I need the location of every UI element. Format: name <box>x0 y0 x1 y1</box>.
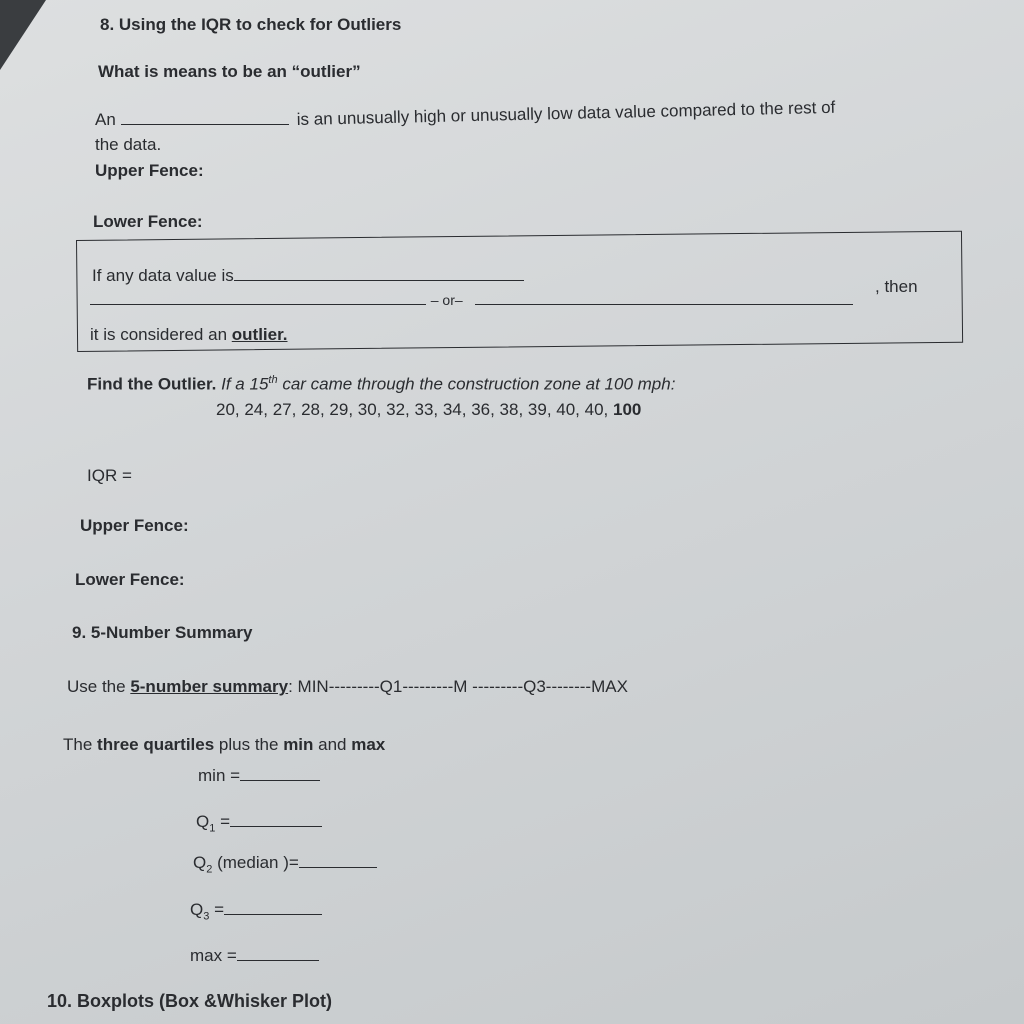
find-outlier-prompt-b: car came through the construction zone at 100 mph: <box>277 374 676 394</box>
box-conclusion-line <box>90 325 288 345</box>
quartiles-d: min <box>283 735 314 754</box>
q2-blank[interactable] <box>299 866 377 868</box>
q1-row <box>196 812 322 834</box>
quartiles-e: and <box>313 735 352 754</box>
quartiles-b: three quartiles <box>97 735 215 754</box>
five-number-link: 5-number summary <box>130 677 289 696</box>
find-outlier-prompt-sup: th <box>268 374 278 386</box>
box-outlier-word: outlier. <box>231 325 288 344</box>
box-conclusion-text: it is considered an <box>90 325 228 344</box>
min-row <box>198 766 320 786</box>
q3-row <box>190 900 322 922</box>
definition-line <box>95 97 836 130</box>
q3-letter: Q <box>190 900 204 919</box>
q2-row <box>193 853 377 875</box>
five-number-use: Use the <box>67 677 131 696</box>
q1-blank[interactable] <box>230 825 322 827</box>
min-blank[interactable] <box>240 779 320 781</box>
data-set-line <box>216 400 641 420</box>
definition-blank[interactable] <box>121 123 289 125</box>
max-row <box>190 946 319 966</box>
quartiles-c: plus the <box>214 735 284 754</box>
five-number-line <box>67 677 628 697</box>
box-upper-blank[interactable] <box>475 303 853 305</box>
box-if-line <box>92 266 524 286</box>
upper-fence-label: Upper Fence: <box>95 161 204 180</box>
find-outlier-line <box>87 374 675 395</box>
data-set-values: 20, 24, 27, 28, 29, 30, 32, 33, 34, 36, 38, 39, 40, 40, <box>216 400 613 419</box>
max-blank[interactable] <box>237 959 319 961</box>
q3-sub: 3 <box>203 910 210 923</box>
outlier-question-text: What is means to be an “outlier” <box>98 62 361 81</box>
box-or-line <box>90 290 853 310</box>
max-label: max = <box>190 946 237 965</box>
background-corner <box>0 0 46 70</box>
quartiles-line <box>63 735 385 755</box>
five-number-rest: : MIN---------Q1---------M ---------Q3--------MAX <box>288 677 628 696</box>
upper-fence-label-2: Upper Fence: <box>80 516 189 535</box>
box-if-blank[interactable] <box>234 279 524 281</box>
lower-fence-label-2: Lower Fence: <box>75 570 185 589</box>
q2-sub: 2 <box>206 863 213 876</box>
find-outlier-prompt-a: If a 15 <box>221 374 269 394</box>
quartiles-a: The <box>63 735 98 754</box>
section-8-title: 8. Using the IQR to check for Outliers <box>100 15 402 34</box>
box-then-text: , then <box>875 277 918 296</box>
q1-letter: Q <box>196 812 210 831</box>
definition-continued: the data. <box>95 135 162 154</box>
iqr-label: IQR = <box>87 466 132 485</box>
box-lower-blank[interactable] <box>90 303 426 305</box>
definition-end: is an unusually high or unusually low data value compared to the rest of <box>296 97 836 130</box>
box-if-text: If any data value is <box>92 266 234 285</box>
section-10-title: 10. Boxplots (Box &Whisker Plot) <box>47 991 333 1011</box>
section-9-title: 9. 5-Number Summary <box>72 623 253 642</box>
find-outlier-label: Find the Outlier. <box>87 374 217 394</box>
box-or-text: – or– <box>430 292 463 308</box>
q2-eq: (median )= <box>212 853 299 872</box>
lower-fence-label: Lower Fence: <box>93 212 203 231</box>
quartiles-f: max <box>351 735 386 754</box>
min-label: min = <box>198 766 241 785</box>
definition-start: An <box>95 110 116 129</box>
q1-eq: = <box>215 812 231 831</box>
q1-sub: 1 <box>209 822 216 835</box>
q3-blank[interactable] <box>224 913 322 915</box>
data-set-outlier: 100 <box>612 400 642 419</box>
q3-eq: = <box>209 900 225 919</box>
q2-letter: Q <box>193 853 207 872</box>
outlier-question <box>98 62 361 82</box>
